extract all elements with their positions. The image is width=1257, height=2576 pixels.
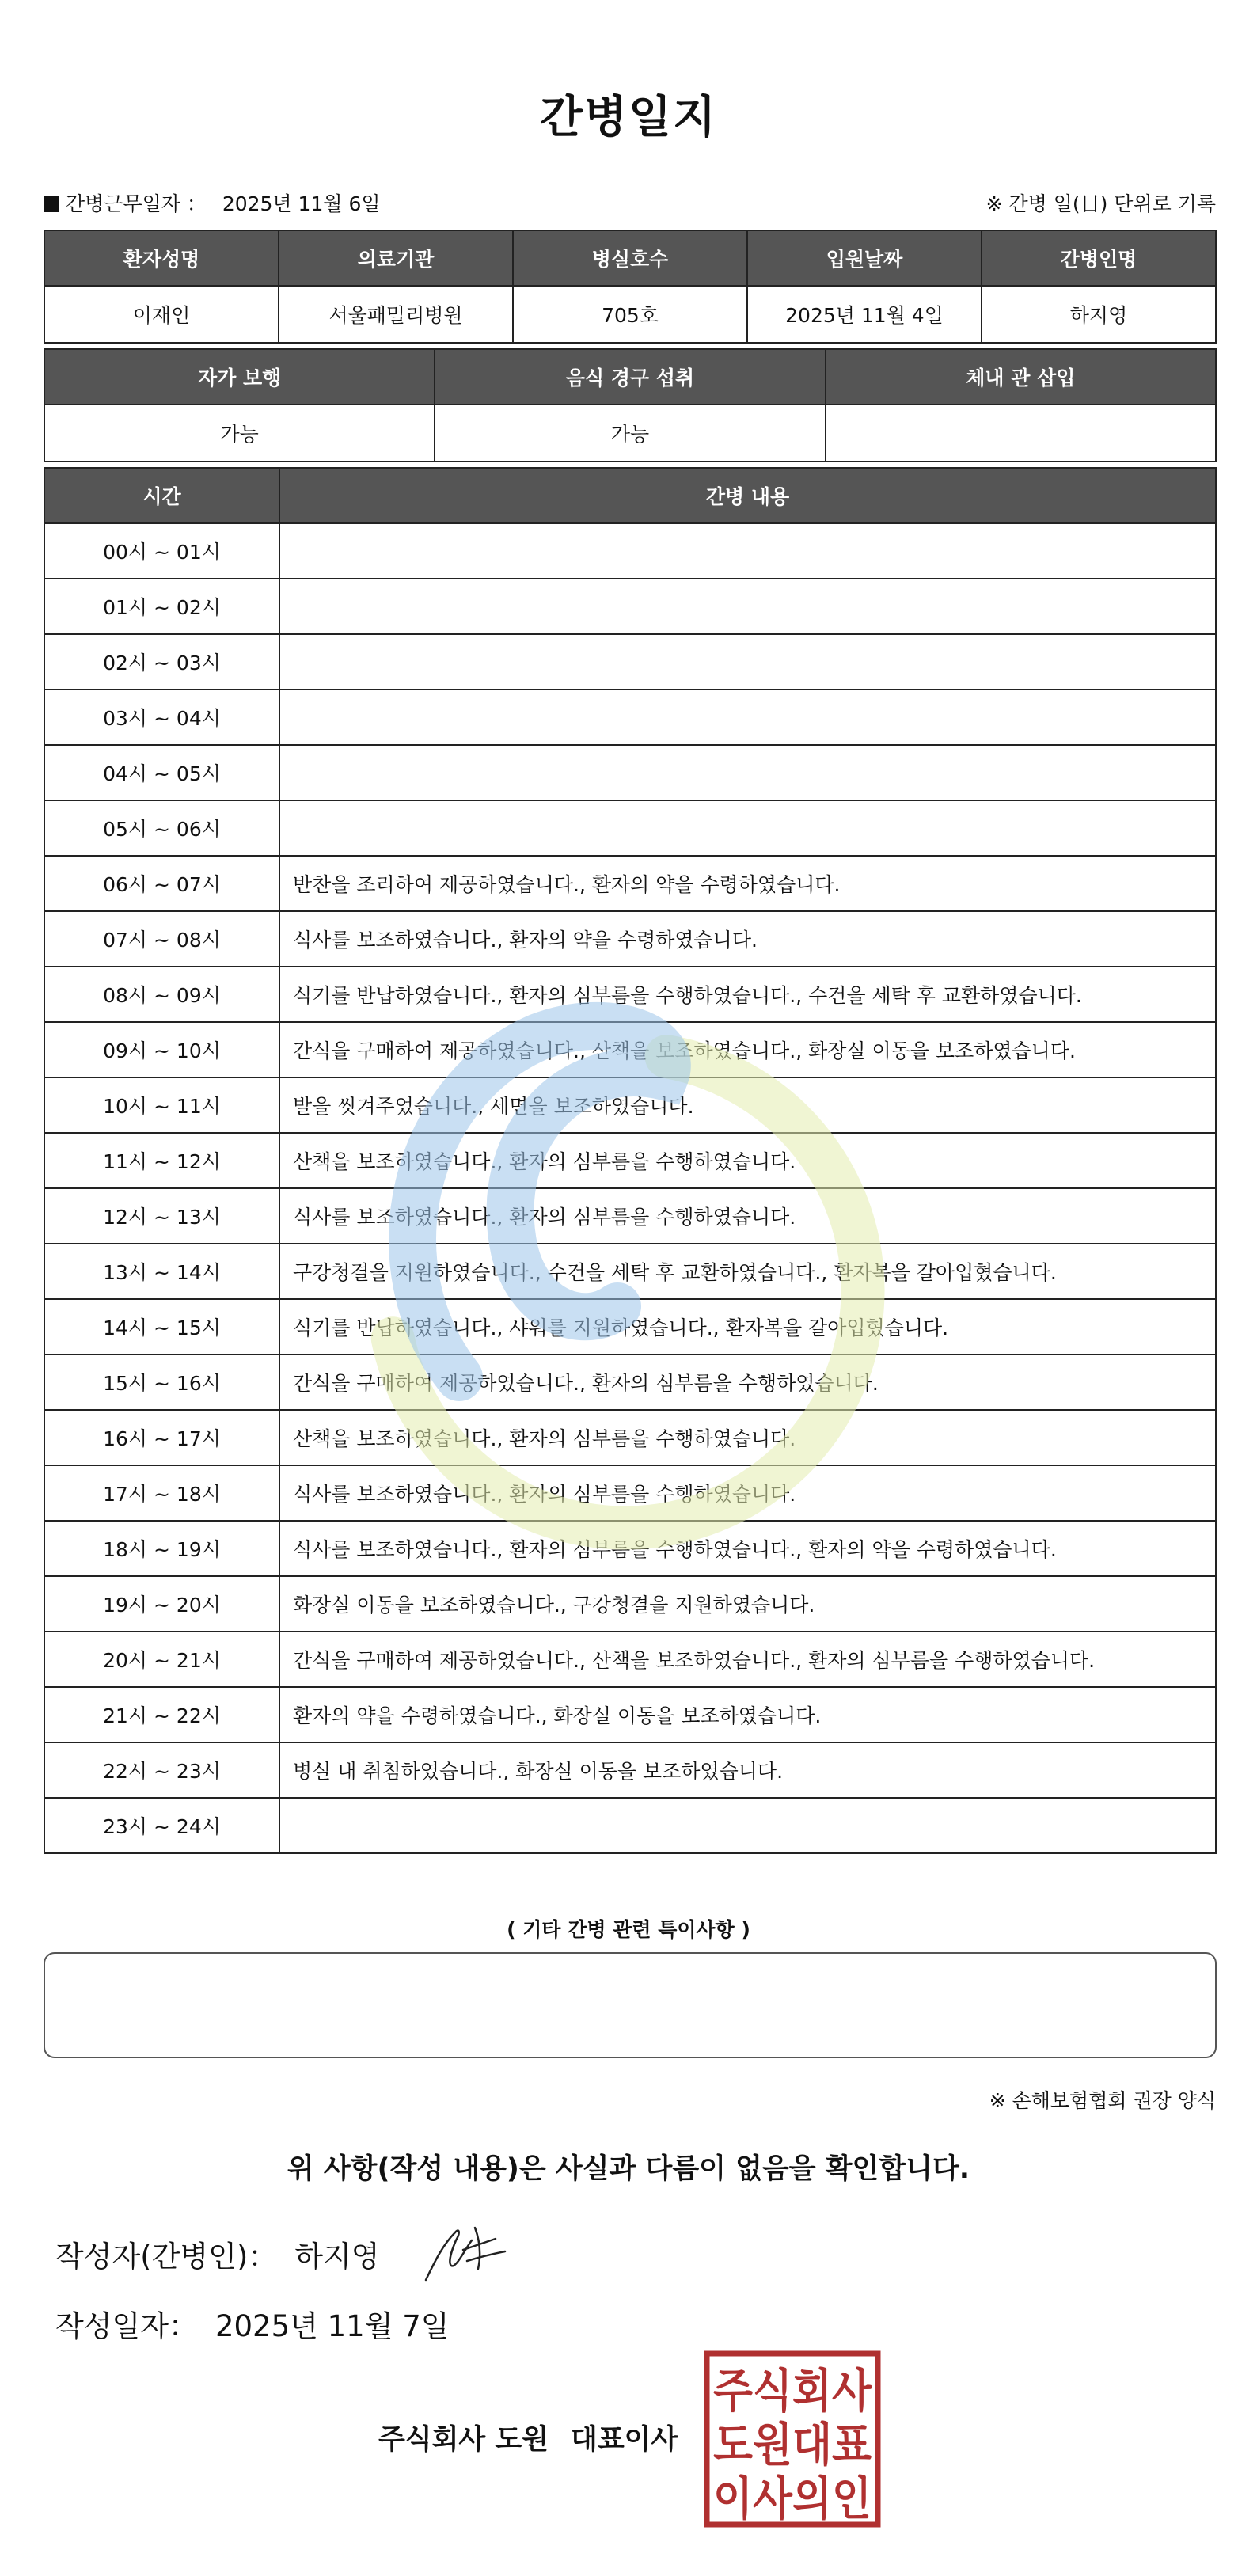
header-care-content: 간병 내용	[279, 468, 1216, 523]
care-content: 식기를 반납하였습니다., 샤워를 지원하였습니다., 환자복을 갈아입혔습니다.	[279, 1299, 1216, 1354]
room-number: 705호	[513, 286, 747, 343]
care-content: 식기를 반납하였습니다., 환자의 심부름을 수행하였습니다., 수건을 세탁 후 교환하였습니다.	[279, 967, 1216, 1022]
seal-line: 주식회사	[713, 2364, 872, 2418]
care-content	[279, 745, 1216, 800]
hospital-name: 서울패밀리병원	[279, 286, 513, 343]
table-row	[44, 1410, 1216, 1465]
header-admission-date: 입원날짜	[747, 230, 982, 286]
tube-insertion-value	[826, 405, 1216, 462]
header-oral-intake: 음식 경구 섭취	[435, 349, 825, 405]
care-content	[279, 634, 1216, 690]
care-content: 간식을 구매하여 제공하였습니다., 환자의 심부름을 수행하였습니다.	[279, 1354, 1216, 1410]
table-row	[44, 1521, 1216, 1576]
document-title: 간병일지	[539, 92, 718, 143]
time-slot: 22시 ~ 23시	[44, 1742, 279, 1798]
care-content: 식사를 보조하였습니다., 환자의 약을 수령하였습니다.	[279, 911, 1216, 967]
table-row	[44, 1576, 1216, 1632]
time-slot: 06시 ~ 07시	[44, 856, 279, 911]
work-date-line	[44, 188, 381, 217]
patient-ability-table	[44, 348, 1217, 462]
time-slot: 23시 ~ 24시	[44, 1798, 279, 1853]
company-role: 대표이사	[571, 2424, 678, 2456]
table-row	[44, 1687, 1216, 1742]
care-content: 식사를 보조하였습니다., 환자의 심부름을 수행하였습니다., 환자의 약을 수령하였습니다.	[279, 1521, 1216, 1576]
care-content: 반찬을 조리하여 제공하였습니다., 환자의 약을 수령하였습니다.	[279, 856, 1216, 911]
care-content: 발을 씻겨주었습니다., 세면을 보조하였습니다.	[279, 1077, 1216, 1133]
table-row	[44, 800, 1216, 856]
time-slot: 14시 ~ 15시	[44, 1299, 279, 1354]
header-patient-name: 환자성명	[44, 230, 279, 286]
work-date-label: 간병근무일자 ：	[66, 192, 207, 215]
seal-line: 도원대표	[713, 2418, 872, 2472]
company-name: 주식회사 도원	[378, 2424, 549, 2456]
table-row	[44, 579, 1216, 634]
caregiver-name: 하지영	[982, 286, 1216, 343]
time-slot: 07시 ~ 08시	[44, 911, 279, 967]
self-walking-value: 가능	[44, 405, 435, 462]
care-content	[279, 1798, 1216, 1853]
company-line	[378, 2418, 678, 2457]
time-slot: 09시 ~ 10시	[44, 1022, 279, 1077]
table-row	[44, 856, 1216, 911]
time-slot: 17시 ~ 18시	[44, 1465, 279, 1521]
special-notes-heading: ( 기타 간병 관련 특이사항 )	[507, 1918, 750, 1941]
time-slot: 00시 ~ 01시	[44, 523, 279, 579]
confirmation-statement: 위 사항(작성 내용)은 사실과 다름이 없음을 확인합니다.	[287, 2153, 970, 2185]
header-tube-insertion: 체내 관 삽입	[826, 349, 1216, 405]
time-slot: 13시 ~ 14시	[44, 1244, 279, 1299]
company-seal-icon	[703, 2350, 882, 2529]
work-date-value: 2025년 11월 6일	[222, 192, 381, 215]
table-row	[44, 911, 1216, 967]
table-row	[44, 1465, 1216, 1521]
table-row	[44, 1354, 1216, 1410]
table-row	[44, 1188, 1216, 1244]
time-slot: 20시 ~ 21시	[44, 1632, 279, 1687]
time-slot: 08시 ~ 09시	[44, 967, 279, 1022]
table-row	[44, 1742, 1216, 1798]
seal-line: 이사의인	[713, 2472, 872, 2525]
care-content: 구강청결을 지원하였습니다., 수건을 세탁 후 교환하였습니다., 환자복을 갈아입혔습니다.	[279, 1244, 1216, 1299]
header-room-number: 병실호수	[513, 230, 747, 286]
daily-record-note: ※ 간병 일(日) 단위로 기록	[985, 192, 1216, 215]
time-slot: 15시 ~ 16시	[44, 1354, 279, 1410]
time-slot: 12시 ~ 13시	[44, 1188, 279, 1244]
time-slot: 01시 ~ 02시	[44, 579, 279, 634]
care-content: 산책을 보조하였습니다., 환자의 심부름을 수행하였습니다.	[279, 1410, 1216, 1465]
table-row	[44, 967, 1216, 1022]
write-date-value: 2025년 11월 7일	[215, 2309, 450, 2343]
care-content	[279, 800, 1216, 856]
patient-name: 이재인	[44, 286, 279, 343]
header-caregiver-name: 간병인명	[982, 230, 1216, 286]
writer-label: 작성자(간병인)：	[55, 2240, 278, 2274]
table-row	[44, 745, 1216, 800]
table-row	[44, 1133, 1216, 1188]
care-content: 식사를 보조하였습니다., 환자의 심부름을 수행하였습니다.	[279, 1465, 1216, 1521]
time-slot: 04시 ~ 05시	[44, 745, 279, 800]
recommended-form-note: ※ 손해보험협회 권장 양식	[989, 2089, 1216, 2112]
time-slot: 02시 ~ 03시	[44, 634, 279, 690]
write-date-line	[55, 2302, 450, 2345]
care-content	[279, 690, 1216, 745]
time-slot: 10시 ~ 11시	[44, 1077, 279, 1133]
header-hospital: 의료기관	[279, 230, 513, 286]
care-log-table	[44, 467, 1217, 1854]
care-content: 산책을 보조하였습니다., 환자의 심부름을 수행하였습니다.	[279, 1133, 1216, 1188]
writer-name: 하지영	[294, 2240, 380, 2274]
table-row	[44, 1244, 1216, 1299]
table-row	[44, 690, 1216, 745]
patient-info-table	[44, 230, 1217, 344]
table-row	[44, 1077, 1216, 1133]
time-slot: 21시 ~ 22시	[44, 1687, 279, 1742]
care-content: 간식을 구매하여 제공하였습니다., 산책을 보조하였습니다., 환자의 심부름을 수행하였습니다.	[279, 1632, 1216, 1687]
header-time: 시간	[44, 468, 279, 523]
time-slot: 19시 ~ 20시	[44, 1576, 279, 1632]
time-slot: 05시 ~ 06시	[44, 800, 279, 856]
care-content	[279, 579, 1216, 634]
care-content: 병실 내 취침하였습니다., 화장실 이동을 보조하였습니다.	[279, 1742, 1216, 1798]
table-row	[44, 1632, 1216, 1687]
write-date-label: 작성일자：	[55, 2309, 198, 2343]
square-bullet-icon	[44, 196, 59, 212]
care-content: 환자의 약을 수령하였습니다., 화장실 이동을 보조하였습니다.	[279, 1687, 1216, 1742]
table-row	[44, 1022, 1216, 1077]
care-content: 화장실 이동을 보조하였습니다., 구강청결을 지원하였습니다.	[279, 1576, 1216, 1632]
header-self-walking: 자가 보행	[44, 349, 435, 405]
handwritten-signature-icon	[420, 2217, 515, 2288]
admission-date: 2025년 11월 4일	[747, 286, 982, 343]
writer-line	[55, 2232, 380, 2275]
table-row	[44, 1798, 1216, 1853]
time-slot: 03시 ~ 04시	[44, 690, 279, 745]
table-row	[44, 634, 1216, 690]
special-notes-box	[44, 1952, 1217, 2058]
time-slot: 18시 ~ 19시	[44, 1521, 279, 1576]
time-slot: 11시 ~ 12시	[44, 1133, 279, 1188]
care-content	[279, 523, 1216, 579]
care-content: 간식을 구매하여 제공하였습니다., 산책을 보조하였습니다., 화장실 이동을 보조하였습니다.	[279, 1022, 1216, 1077]
time-slot: 16시 ~ 17시	[44, 1410, 279, 1465]
oral-intake-value: 가능	[435, 405, 825, 462]
table-row	[44, 523, 1216, 579]
table-row	[44, 1299, 1216, 1354]
care-content: 식사를 보조하였습니다., 환자의 심부름을 수행하였습니다.	[279, 1188, 1216, 1244]
